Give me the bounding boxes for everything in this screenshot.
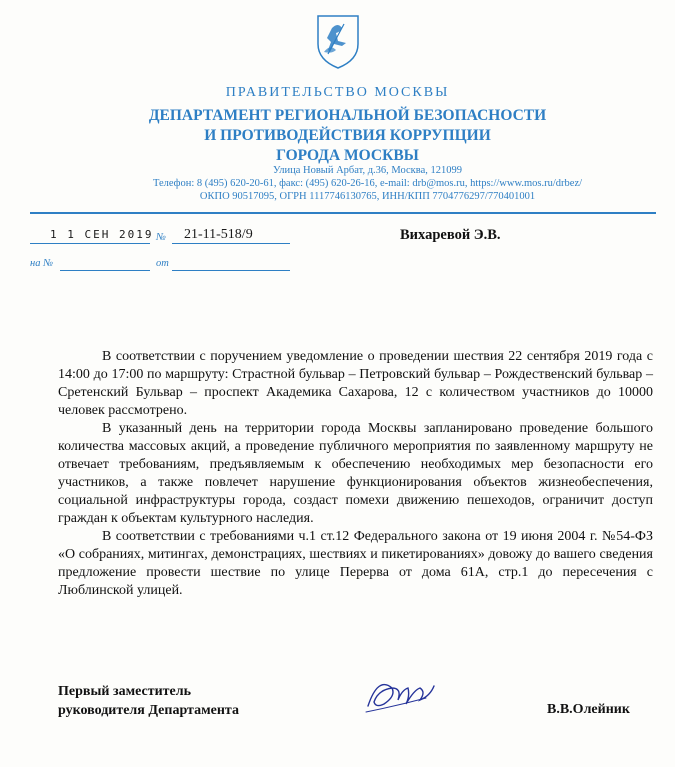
contact-block — [30, 164, 675, 203]
from-line — [172, 270, 290, 271]
paragraph-3: В соответствии с требованиями ч.1 ст.12 Федерального закона от 19 июня 2004 г. №54-ФЗ «О собраниях, митингах, демонстрациях, шествиях и пикетированиях» довожу до вашего сведения предложение провести шествие по улице Перерва от дома 61А, стр.1 до пересечения с Люблинской улицей. — [58, 529, 653, 598]
department-line-3: ГОРОДА МОСКВЫ — [276, 147, 419, 164]
department-line-1: ДЕПАРТАМЕНТ РЕГИОНАЛЬНОЙ БЕЗОПАСНОСТИ — [148, 107, 547, 124]
reply-line — [60, 270, 150, 271]
registration-date: 1 1 СЕН 2019 — [50, 228, 154, 241]
position-line-2: руководителя Департамента — [58, 703, 239, 718]
from-label: от — [156, 258, 169, 269]
contacts: Телефон: 8 (495) 620-20-61, факс: (495) 620-26-16, e-mail: drb@mos.ru, https://www.mos.ru/drbez/ — [152, 178, 583, 189]
outgoing-number: 21-11-518/9 — [184, 227, 253, 242]
paragraph-2: В указанный день на территории города Москвы запланировано проведение большого количества массовых акций, а проведение публичного мероприятия по заявленному маршруту не отвечает требованиям, предъявляемым к обеспечению необходимых мер безопасности его участников, а также повлечет нарушение функционирования объектов жизнеобеспечения, социальной инфраструктуры города, создаст помехи движению пешеходов, ограничит доступ граждан к объектам культурного наследия. — [58, 421, 653, 526]
signer-position — [58, 682, 239, 720]
number-label: № — [156, 232, 166, 243]
department-line-2: И ПРОТИВОДЕЙСТВИЯ КОРРУПЦИИ — [204, 127, 491, 144]
signer-name: В.В.Олейник — [547, 702, 630, 717]
government-title: ПРАВИТЕЛЬСТВО МОСКВЫ — [225, 85, 450, 100]
paragraph-1: В соответствии с поручением уведомление о проведении шествия 22 сентября 2019 года с 14:00 до 17:00 по маршруту: Страстной бульвар – Петровский бульвар – Рождественский бульвар – Сретенский Бульвар – проспект Академика Сахарова, 12 с количеством участников до 10000 человек рассмотрено. — [58, 349, 653, 418]
number-line — [172, 243, 290, 244]
address: Улица Новый Арбат, д.36, Москва, 121099 — [272, 165, 462, 176]
registry-codes: ОКПО 90517095, ОГРН 1117746130765, ИНН/КПП 7704776297/770401001 — [199, 191, 536, 202]
moscow-coat-of-arms-icon — [314, 8, 362, 70]
recipient-name: Вихаревой Э.В. — [400, 227, 501, 243]
position-line-1: Первый заместитель — [58, 684, 191, 699]
letter-body — [58, 348, 653, 600]
reply-label: на № — [30, 258, 53, 269]
date-line — [30, 243, 150, 244]
department-title — [10, 106, 675, 166]
header-divider — [30, 212, 656, 214]
handwritten-signature — [362, 672, 442, 722]
